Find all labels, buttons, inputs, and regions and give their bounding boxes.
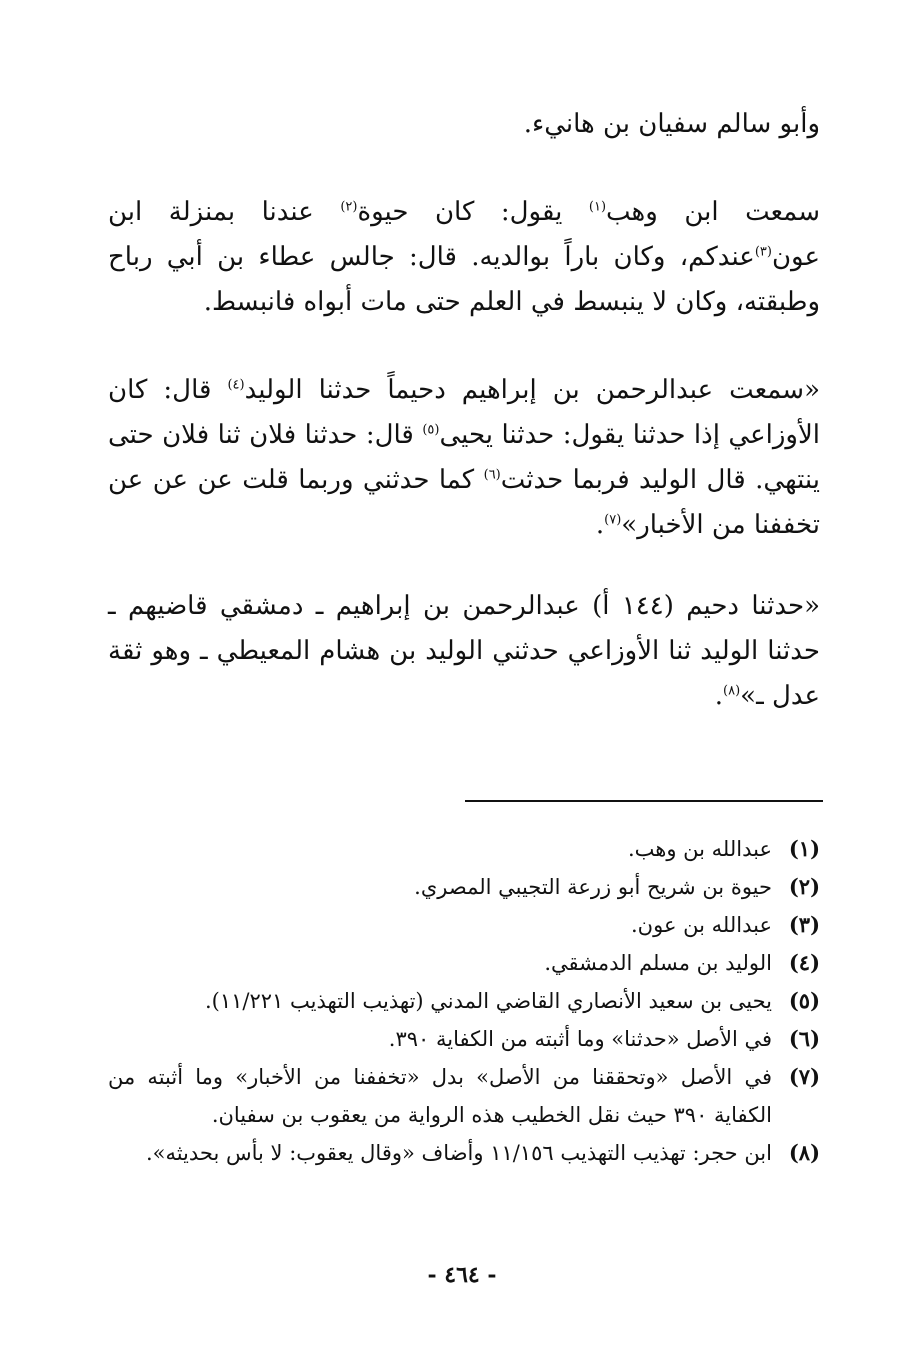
page-number: - ٤٦٤ - bbox=[427, 1262, 497, 1288]
footnote-ref-6: (٦) bbox=[483, 467, 501, 483]
footnote-number: (٤) bbox=[788, 950, 820, 975]
footnote-7 bbox=[108, 1058, 820, 1134]
footnote-ref-2: (٢) bbox=[340, 199, 358, 215]
footnote-number: (٨) bbox=[788, 1140, 820, 1165]
footnote-ref-7: (٧) bbox=[604, 512, 622, 528]
footnote-5 bbox=[108, 982, 820, 1020]
paragraph-3-text-4: كما حدثني وربما قلت عن عن عن تخففنا من الأخبار» bbox=[108, 465, 820, 540]
paragraph-1-text: وأبو سالم سفيان بن هانيء. bbox=[523, 109, 820, 139]
footnote-ref-4: (٤) bbox=[227, 377, 245, 393]
paragraph-4 bbox=[108, 584, 820, 719]
footnote-2 bbox=[108, 868, 820, 906]
paragraph-2-text-3: عندنا بمنزلة ابن عون bbox=[108, 197, 820, 272]
footnote-text: عبدالله بن وهب. bbox=[627, 837, 772, 861]
footnote-ref-8: (٨) bbox=[723, 683, 741, 699]
footnote-8 bbox=[108, 1134, 820, 1172]
footnote-number: (٦) bbox=[788, 1026, 820, 1051]
footnote-4 bbox=[108, 944, 820, 982]
footnote-text: الوليد بن مسلم الدمشقي. bbox=[544, 951, 772, 975]
paragraph-3-text-5: . bbox=[595, 510, 605, 540]
footnote-number: (٢) bbox=[788, 874, 820, 899]
footnotes-list bbox=[108, 830, 820, 1172]
paragraph-2 bbox=[108, 190, 820, 325]
footnote-text: يحيى بن سعيد الأنصاري القاضي المدني (تهذيب التهذيب ١١/٢٢١). bbox=[204, 989, 772, 1013]
footnote-ref-3: (٣) bbox=[754, 244, 772, 260]
paragraph-1 bbox=[108, 102, 820, 147]
footnote-text: في الأصل «وتحققنا من الأصل» بدل «تخففنا من الأخبار» وما أثبته من الكفاية ٣٩٠ حيث نقل الخطيب هذه الرواية من يعقوب بن سفيان. bbox=[108, 1065, 772, 1127]
footnote-6 bbox=[108, 1020, 820, 1058]
footnote-number: (٧) bbox=[788, 1064, 820, 1089]
footnote-number: (٣) bbox=[788, 912, 820, 937]
footnote-number: (٥) bbox=[788, 988, 820, 1013]
footnote-1 bbox=[108, 830, 820, 868]
paragraph-2-text-2: يقول: كان حيوة bbox=[357, 197, 589, 227]
paragraph-2-text-1: سمعت ابن وهب bbox=[606, 197, 821, 227]
footnote-text: ابن حجر: تهذيب التهذيب ١١/١٥٦ وأضاف «وقال يعقوب: لا بأس بحديثه». bbox=[145, 1141, 772, 1165]
footnote-ref-1: (١) bbox=[588, 199, 607, 215]
footnote-text: في الأصل «حدثنا» وما أثبته من الكفاية ٣٩٠. bbox=[388, 1027, 772, 1051]
footnote-divider bbox=[465, 800, 823, 802]
paragraph-3-text-1: «سمعت عبدالرحمن بن إبراهيم دحيماً حدثنا الوليد bbox=[244, 375, 820, 405]
paragraph-3 bbox=[108, 368, 820, 548]
footnote-number: (١) bbox=[788, 836, 820, 861]
footnote-text: حيوة بن شريح أبو زرعة التجيبي المصري. bbox=[414, 875, 772, 899]
paragraph-4-text-1: «حدثنا دحيم (١٤٤ أ) عبدالرحمن بن إبراهيم ـ دمشقي قاضيهم ـ حدثنا الوليد ثنا الأوزاعي حدثني الوليد بن هشام المعيطي ـ وهو ثقة عدل ـ» bbox=[108, 591, 821, 711]
paragraph-3-text-2: قال: كان الأوزاعي إذا حدثنا يقول: حدثنا يحيى bbox=[108, 375, 820, 450]
footnote-ref-5: (٥) bbox=[422, 422, 440, 438]
footnote-text: عبدالله بن عون. bbox=[631, 913, 772, 937]
footnote-3 bbox=[108, 906, 820, 944]
paragraph-2-text-4: عندكم، وكان باراً بوالديه. قال: جالس عطاء بن أبي رباح وطبقته، وكان لا ينبسط في العلم حتى مات أبواه فانبسط. bbox=[108, 242, 820, 317]
paragraph-4-text-2: . bbox=[714, 681, 724, 711]
paragraph-3-text-3: قال: حدثنا فلان ثنا فلان حتى ينتهي. قال الوليد فربما حدثت bbox=[108, 420, 820, 495]
